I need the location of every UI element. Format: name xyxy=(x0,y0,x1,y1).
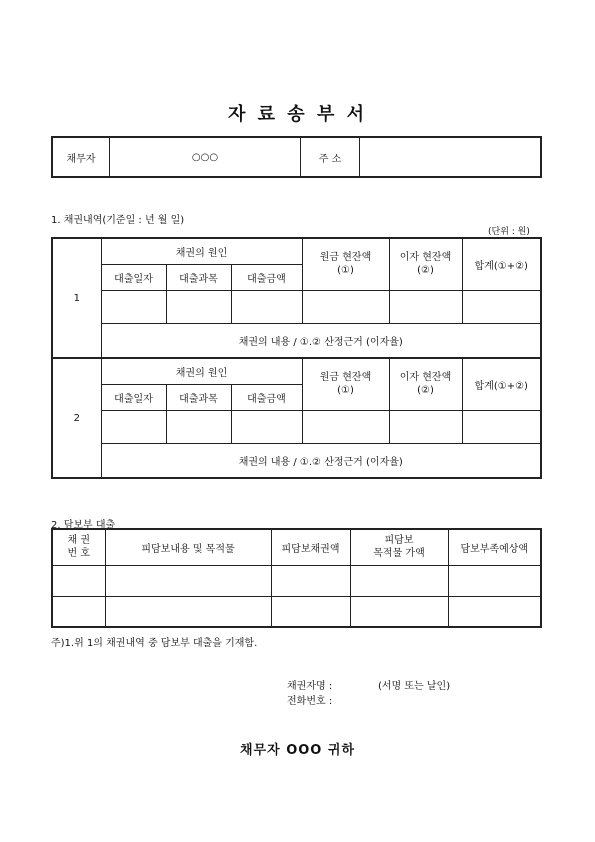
document-title: 자 료 송 부 서 xyxy=(227,104,367,125)
empty-cell xyxy=(105,596,271,627)
collateral-table xyxy=(51,528,542,628)
loan-amount-header: 대출금액 xyxy=(231,264,302,290)
interest-header: 이자 현잔액 (②) xyxy=(389,238,462,290)
claim-content-row: 채권의 내용 / ①.② 산정근거 (이자율) xyxy=(101,323,541,358)
cell-total xyxy=(462,290,541,323)
cell-interest xyxy=(389,410,462,443)
table-row xyxy=(52,596,541,627)
footer-addressee: 채무자 OOO 귀하 xyxy=(240,743,355,758)
interest-header: 이자 현잔액 (②) xyxy=(389,358,462,410)
origin-header: 채권의 원인 xyxy=(101,358,302,384)
total-header: 합계(①+②) xyxy=(462,358,541,410)
cell-loan-date xyxy=(101,410,166,443)
empty-cell xyxy=(52,565,105,596)
empty-cell xyxy=(105,565,271,596)
cell-loan-subject xyxy=(166,410,231,443)
principal-header: 원금 현잔액 (①) xyxy=(302,358,389,410)
phone-label: 전화번호 : xyxy=(287,696,333,707)
loan-amount-header: 대출금액 xyxy=(231,384,302,410)
loan-subject-header: 대출과목 xyxy=(166,264,231,290)
loan-date-header: 대출일자 xyxy=(101,384,166,410)
claim-content-row: 채권의 내용 / ①.② 산정근거 (이자율) xyxy=(101,443,541,478)
empty-cell xyxy=(448,565,541,596)
debtor-value: ○○○ xyxy=(110,137,301,177)
note-text: 주)1.위 1의 채권내역 중 담보부 대출을 기재함. xyxy=(51,638,258,649)
section1-label: 1. 채권내역(기준일 : 년 월 일) xyxy=(51,215,185,226)
total-header: 합계(①+②) xyxy=(462,238,541,290)
debtor-label: 채무자 xyxy=(52,137,110,177)
cell-total xyxy=(462,410,541,443)
table-row xyxy=(52,565,541,596)
collateral-content-header: 피담보내용 및 목적물 xyxy=(105,529,271,565)
secured-amount-header: 피담보채권액 xyxy=(271,529,350,565)
claim-row-number: 2 xyxy=(52,358,101,478)
claim-row-number: 1 xyxy=(52,238,101,358)
cell-interest xyxy=(389,290,462,323)
empty-cell xyxy=(271,596,350,627)
empty-cell xyxy=(350,565,448,596)
creditor-name-label: 채권자명 : xyxy=(287,681,333,692)
principal-header: 원금 현잔액 (①) xyxy=(302,238,389,290)
claims-table xyxy=(51,237,542,479)
loan-subject-header: 대출과목 xyxy=(166,384,231,410)
cell-loan-date xyxy=(101,290,166,323)
address-value xyxy=(360,137,542,177)
unit-label: (단위 : 원) xyxy=(488,227,530,237)
claim-number-header: 채 권 번 호 xyxy=(52,529,105,565)
empty-cell xyxy=(52,596,105,627)
loan-date-header: 대출일자 xyxy=(101,264,166,290)
cell-loan-amount xyxy=(231,410,302,443)
address-label: 주 소 xyxy=(301,137,360,177)
debtor-header-table xyxy=(51,136,542,178)
empty-cell xyxy=(271,565,350,596)
shortfall-header: 담보부족예상액 xyxy=(448,529,541,565)
cell-loan-subject xyxy=(166,290,231,323)
signature-note: (서명 또는 날인) xyxy=(378,681,451,692)
cell-loan-amount xyxy=(231,290,302,323)
origin-header: 채권의 원인 xyxy=(101,238,302,264)
empty-cell xyxy=(350,596,448,627)
section2-label: 2. 담보부 대출 xyxy=(51,520,116,531)
empty-cell xyxy=(448,596,541,627)
cell-principal xyxy=(302,290,389,323)
cell-principal xyxy=(302,410,389,443)
collateral-value-header: 피담보 목적물 가액 xyxy=(350,529,448,565)
